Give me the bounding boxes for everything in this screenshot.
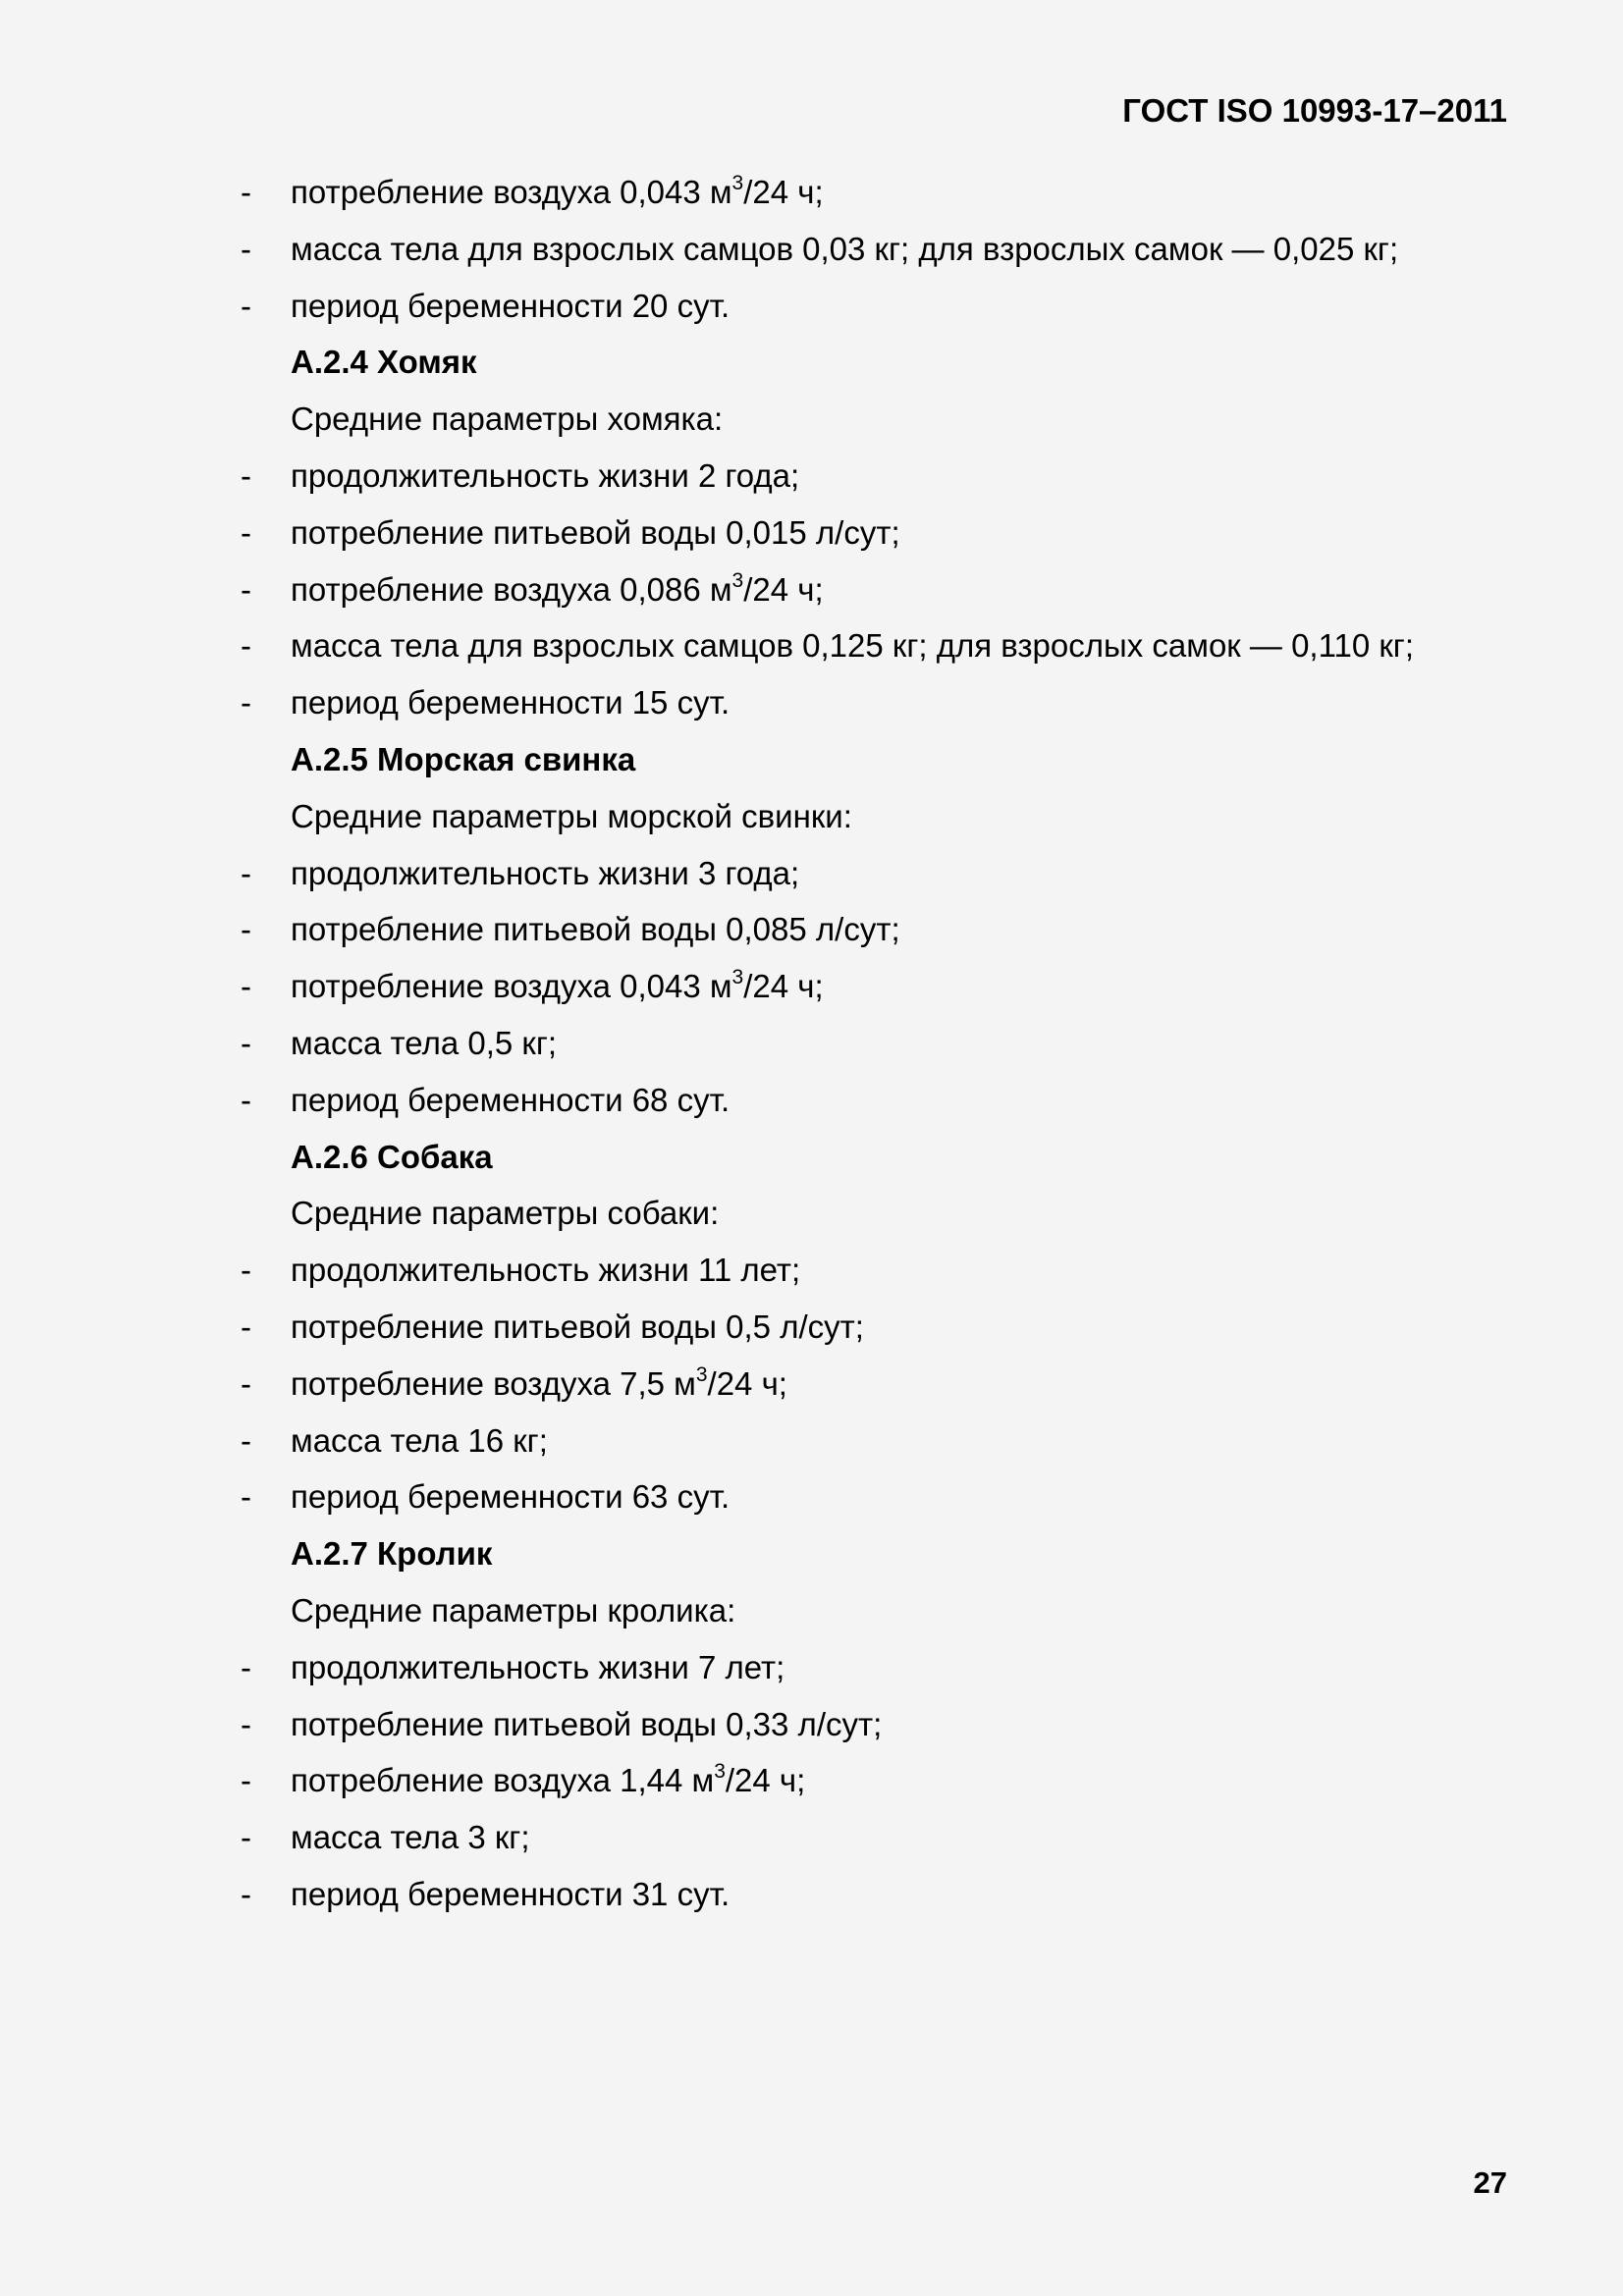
section-intro-text: Средние параметры кролика: [291, 1591, 736, 1629]
list-item [0, 1639, 1623, 1696]
list-item-text: период беременности 63 сут. [291, 1478, 730, 1516]
list-item [0, 1696, 1623, 1753]
list-dash: - [241, 287, 251, 324]
list-dash: - [241, 1252, 251, 1289]
section-intro [0, 788, 1623, 845]
list-item-text: период беременности 15 сут. [291, 684, 730, 721]
list-dash: - [241, 570, 251, 608]
list-dash: - [241, 854, 251, 891]
list-item [0, 1072, 1623, 1129]
list-item [0, 561, 1623, 618]
list-item-text: продолжительность жизни 3 года; [291, 854, 800, 891]
list-item-text: период беременности 20 сут. [291, 287, 730, 324]
list-dash: - [241, 174, 251, 210]
list-item-text: потребление питьевой воды 0,33 л/сут; [291, 1705, 883, 1742]
list-dash: - [241, 1648, 251, 1685]
section-intro [0, 391, 1623, 448]
section-heading-text: А.2.5 Морская свинка [291, 740, 636, 777]
list-dash: - [241, 456, 251, 494]
section-intro [0, 1185, 1623, 1242]
list-dash: - [241, 1478, 251, 1516]
list-dash: - [241, 627, 251, 665]
list-item-text: масса тела 3 кг; [291, 1819, 530, 1856]
list-item-text: продолжительность жизни 7 лет; [291, 1648, 785, 1685]
list-item-text: продолжительность жизни 11 лет; [291, 1252, 801, 1289]
list-item [0, 278, 1623, 335]
list-item-text: потребление питьевой воды 0,015 л/сут; [291, 513, 900, 551]
document-header: ГОСТ ISO 10993-17–2011 [1122, 92, 1507, 129]
list-item [0, 1866, 1623, 1923]
list-item [0, 958, 1623, 1015]
section-heading [0, 334, 1623, 391]
section-heading [0, 731, 1623, 788]
list-item [0, 1752, 1623, 1809]
list-item [0, 1299, 1623, 1356]
list-dash: - [241, 1705, 251, 1742]
list-item [0, 1809, 1623, 1866]
list-item [0, 901, 1623, 958]
list-item-text: период беременности 31 сут. [291, 1875, 730, 1912]
list-item [0, 448, 1623, 505]
list-item [0, 1468, 1623, 1525]
list-item-text: потребление питьевой воды 0,085 л/сут; [291, 911, 900, 948]
list-item-text: потребление воздуха 0,086 $м^3/24$ ч; [291, 568, 824, 608]
document-body [0, 164, 1623, 1923]
list-dash: - [241, 1421, 251, 1459]
list-item-text: масса тела для взрослых самцов 0,125 кг; для взрослых самок — 0,110 кг; [291, 627, 1415, 665]
list-dash: - [241, 684, 251, 721]
list-dash: - [241, 1819, 251, 1856]
list-dash: - [241, 1875, 251, 1912]
list-dash: - [241, 1308, 251, 1345]
list-dash: - [241, 1364, 251, 1402]
list-item [0, 221, 1623, 278]
list-item-text: потребление питьевой воды 0,5 л/сут; [291, 1308, 864, 1345]
list-item-text: потребление воздуха 1,44 $м^3/24$ ч; [291, 1760, 806, 1799]
list-item [0, 845, 1623, 902]
list-item-text: масса тела 16 кг; [291, 1421, 548, 1459]
list-item-text: потребление воздуха 7,5 $м^3/24$ ч; [291, 1362, 787, 1402]
list-dash: - [241, 911, 251, 948]
list-dash: - [241, 230, 251, 267]
list-item-text: период беременности 68 сут. [291, 1081, 730, 1118]
list-item [0, 617, 1623, 674]
list-dash: - [241, 968, 251, 1005]
section-intro-text: Средние параметры морской свинки: [291, 797, 852, 834]
list-item-text: потребление воздуха 0,043 $м^3/24$ ч; [291, 172, 824, 210]
section-intro-text: Средние параметры собаки: [291, 1195, 720, 1232]
section-heading-text: А.2.6 Собака [291, 1138, 493, 1175]
list-item-text: масса тела для взрослых самцов 0,03 кг; для взрослых самок — 0,025 кг; [291, 230, 1399, 267]
list-item-text: масса тела 0,5 кг; [291, 1024, 558, 1061]
list-item-text: продолжительность жизни 2 года; [291, 456, 800, 494]
list-item [0, 674, 1623, 731]
list-item [0, 164, 1623, 221]
section-heading-text: А.2.4 Хомяк [291, 344, 477, 381]
list-item-text: потребление воздуха 0,043 $м^3/24$ ч; [291, 966, 824, 1005]
list-item [0, 1356, 1623, 1413]
list-item [0, 505, 1623, 561]
page-number: 27 [1473, 2165, 1507, 2200]
list-item [0, 1015, 1623, 1072]
section-heading-text: А.2.7 Кролик [291, 1535, 493, 1573]
list-item [0, 1413, 1623, 1469]
section-intro [0, 1582, 1623, 1639]
section-heading [0, 1129, 1623, 1186]
list-item [0, 1242, 1623, 1299]
list-dash: - [241, 1024, 251, 1061]
list-dash: - [241, 1081, 251, 1118]
list-dash: - [241, 1762, 251, 1799]
section-heading [0, 1525, 1623, 1582]
section-intro-text: Средние параметры хомяка: [291, 400, 724, 438]
list-dash: - [241, 513, 251, 551]
